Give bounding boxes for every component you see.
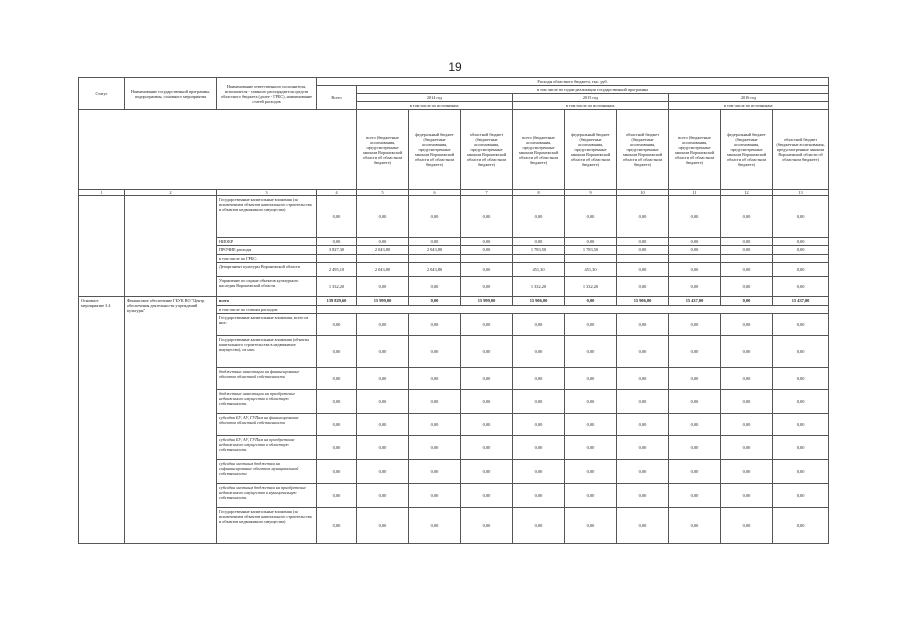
value-cell: 0,00 <box>617 507 669 543</box>
value-cell: 0,00 <box>317 238 357 246</box>
value-cell: 0,00 <box>513 313 565 335</box>
year-2015-header: 2015 год <box>513 94 669 102</box>
value-cell: 451,30 <box>565 262 617 276</box>
value-cell: 0,00 <box>773 413 829 435</box>
row-label: в том числе по ГРБС: <box>217 254 317 262</box>
value-cell: 0,00 <box>409 196 461 238</box>
value-cell: 0,00 <box>617 389 669 413</box>
value-cell <box>773 254 829 262</box>
column-number: 10 <box>617 190 669 196</box>
value-cell <box>409 254 461 262</box>
value-cell: 0,00 <box>669 459 721 483</box>
value-cell: 0,00 <box>409 413 461 435</box>
value-cell: 0,00 <box>461 367 513 389</box>
value-cell: 0,00 <box>669 389 721 413</box>
value-cell: 0,00 <box>617 483 669 507</box>
value-cell: 0,00 <box>617 335 669 367</box>
row-label: ПРОЧИЕ расходы <box>217 246 317 254</box>
value-cell: 0,00 <box>721 196 773 238</box>
year-2014-header: 2014 год <box>357 94 513 102</box>
value-cell: 0,00 <box>721 262 773 276</box>
value-cell: 0,00 <box>773 262 829 276</box>
value-cell: 1 332,20 <box>317 276 357 296</box>
value-cell: 0,00 <box>565 435 617 459</box>
value-cell: 0,00 <box>461 413 513 435</box>
value-cell: 0,00 <box>317 196 357 238</box>
value-cell: 0,00 <box>409 459 461 483</box>
total-value-cell: 0,00 <box>409 296 461 305</box>
value-cell: 0,00 <box>409 483 461 507</box>
total-value-cell: 139 829,60 <box>317 296 357 305</box>
page-number: 19 <box>448 60 462 74</box>
value-cell: 0,00 <box>721 367 773 389</box>
sources-header-2015: в том числе по источникам: <box>513 102 669 110</box>
value-cell: 0,00 <box>409 276 461 296</box>
main-event-name: Финансовое обеспечение ГБУК ВО "Центр обеспечения деятельности учреждений культуры" <box>125 296 217 543</box>
subheader-federal: федеральный бюджет (бюджетные ассигнования, предусмотренные законом Воронежской области об областном бюджете) <box>721 110 773 190</box>
value-cell: 0,00 <box>773 276 829 296</box>
value-cell: 0,00 <box>461 313 513 335</box>
value-cell: 0,00 <box>565 459 617 483</box>
value-cell: 0,00 <box>357 196 409 238</box>
value-cell: 0,00 <box>461 459 513 483</box>
value-cell: 0,00 <box>721 413 773 435</box>
subheader-federal: федеральный бюджет (бюджетные ассигнования, предусмотренные законом Воронежской области об областном бюджете) <box>565 110 617 190</box>
value-cell: 0,00 <box>461 389 513 413</box>
value-cell: 0,00 <box>565 483 617 507</box>
value-cell: 0,00 <box>513 413 565 435</box>
expenses-header: Расходы областного бюджета, тыс. руб. <box>317 78 829 86</box>
value-cell: 0,00 <box>721 435 773 459</box>
value-cell: 0,00 <box>461 238 513 246</box>
row-label: бюджетные инвестиции на финансирование объектов областной собственности <box>217 367 317 389</box>
value-cell: 0,00 <box>669 335 721 367</box>
row-label: Государственные капитальные вложения (за исключением объектов капитального строительства и объектов недвижимого имущества) <box>217 507 317 543</box>
value-cell: 0,00 <box>409 238 461 246</box>
subheader-federal: федеральный бюджет (бюджетные ассигнования, предусмотренные законом Воронежской области об областном бюджете) <box>409 110 461 190</box>
column-number: 8 <box>513 190 565 196</box>
value-cell: 0,00 <box>317 389 357 413</box>
value-cell: 0,00 <box>317 367 357 389</box>
value-cell: 0,00 <box>669 246 721 254</box>
value-cell: 0,00 <box>565 507 617 543</box>
budget-table <box>78 77 829 544</box>
value-cell: 0,00 <box>357 507 409 543</box>
value-cell: 0,00 <box>461 246 513 254</box>
row-label: бюджетные инвестиции на приобретение недвижимого имущества в областную собственность <box>217 389 317 413</box>
value-cell: 0,00 <box>461 335 513 367</box>
value-cell: 0,00 <box>513 335 565 367</box>
value-cell: 0,00 <box>513 367 565 389</box>
value-cell: 0,00 <box>669 276 721 296</box>
value-cell: 0,00 <box>357 367 409 389</box>
value-cell: 0,00 <box>357 335 409 367</box>
value-cell: 0,00 <box>565 335 617 367</box>
value-cell: 2 043,80 <box>409 246 461 254</box>
value-cell: 0,00 <box>317 507 357 543</box>
column-number: 1 <box>79 190 125 196</box>
subheader-regional: областной бюджет (бюджетные ассигнования, предусмотренные законом Воронежской области об областном бюджете) <box>617 110 669 190</box>
value-cell: 0,00 <box>773 435 829 459</box>
value-cell: 0,00 <box>461 262 513 276</box>
value-cell: 2 495,10 <box>317 262 357 276</box>
value-cell: 0,00 <box>617 435 669 459</box>
row-label: субсидии БУ, АУ, ГУПам на приобретение недвижимого имущества в областную собственность <box>217 435 317 459</box>
value-cell: 2 043,80 <box>357 246 409 254</box>
value-cell: 0,00 <box>669 313 721 335</box>
value-cell: 0,00 <box>317 483 357 507</box>
row-label: Управление по охране объектов культурного наследия Воронежской области <box>217 276 317 296</box>
value-cell: 0,00 <box>617 459 669 483</box>
value-cell: 0,00 <box>773 238 829 246</box>
column-number: 2 <box>125 190 217 196</box>
value-cell <box>669 254 721 262</box>
value-cell: 0,00 <box>721 483 773 507</box>
column-number: 11 <box>669 190 721 196</box>
total-header: Всего <box>317 86 357 110</box>
subheader-regional: областной бюджет (бюджетные ассигнования, предусмотренные законом Воронежской области об областном бюджете) <box>773 110 829 190</box>
value-cell: 0,00 <box>773 389 829 413</box>
total-value-cell: 0,00 <box>721 296 773 305</box>
value-cell <box>565 254 617 262</box>
value-cell: 1 783,50 <box>513 246 565 254</box>
value-cell: 0,00 <box>409 313 461 335</box>
subheader-total_budget: всего (бюджетные ассигнования, предусмотренные законом Воронежской области об областном бюджете) <box>357 110 409 190</box>
main-event-status: Основное мероприятие 3.4 <box>79 296 125 543</box>
value-cell: 0,00 <box>669 196 721 238</box>
value-cell: 0,00 <box>773 313 829 335</box>
value-cell: 0,00 <box>513 196 565 238</box>
value-cell <box>617 254 669 262</box>
status-cell <box>79 196 125 297</box>
subheader-total_budget: всего (бюджетные ассигнования, предусмотренные законом Воронежской области об областном бюджете) <box>513 110 565 190</box>
sources-header-2014: в том числе по источникам: <box>357 102 513 110</box>
row-label: Государственные капитальные вложения, всего из них: <box>217 313 317 335</box>
row-label: субсидии местным бюджетам на софинансирование объектов муниципальной собственности <box>217 459 317 483</box>
column-number: 3 <box>217 190 317 196</box>
incl-spacer <box>317 305 829 313</box>
row-label: НИОКР <box>217 238 317 246</box>
value-cell: 0,00 <box>721 246 773 254</box>
value-cell: 0,00 <box>617 262 669 276</box>
value-cell: 0,00 <box>409 389 461 413</box>
value-cell: 451,30 <box>513 262 565 276</box>
value-cell: 0,00 <box>317 413 357 435</box>
value-cell: 0,00 <box>773 507 829 543</box>
value-cell: 0,00 <box>317 313 357 335</box>
value-cell: 0,00 <box>513 238 565 246</box>
value-cell: 0,00 <box>317 459 357 483</box>
by-years-header: в том числе по годам реализации государственной программы <box>357 86 829 94</box>
value-cell: 0,00 <box>773 483 829 507</box>
value-cell: 0,00 <box>773 335 829 367</box>
value-cell: 0,00 <box>721 335 773 367</box>
value-cell: 0,00 <box>409 507 461 543</box>
value-cell: 1 332,20 <box>513 276 565 296</box>
value-cell: 0,00 <box>773 196 829 238</box>
value-cell: 0,00 <box>317 335 357 367</box>
value-cell: 0,00 <box>721 507 773 543</box>
value-cell: 0,00 <box>721 313 773 335</box>
total-value-cell: 15 437,00 <box>773 296 829 305</box>
value-cell: 3 827,30 <box>317 246 357 254</box>
total-value-cell: 15 999,00 <box>461 296 513 305</box>
value-cell: 0,00 <box>409 435 461 459</box>
value-cell: 0,00 <box>721 389 773 413</box>
value-cell: 0,00 <box>409 367 461 389</box>
value-cell: 2 043,80 <box>357 262 409 276</box>
column-number: 7 <box>461 190 513 196</box>
value-cell: 0,00 <box>357 238 409 246</box>
column-number: 9 <box>565 190 617 196</box>
column-number: 5 <box>357 190 409 196</box>
year-2016-header: 2016 год <box>669 94 829 102</box>
value-cell: 0,00 <box>357 413 409 435</box>
value-cell: 0,00 <box>357 389 409 413</box>
total-value-cell: 15 906,00 <box>617 296 669 305</box>
value-cell: 0,00 <box>317 435 357 459</box>
program-name-header: Наименование государственной программы, подпрограммы, основного мероприятия <box>125 78 217 110</box>
value-cell <box>357 254 409 262</box>
total-value-cell: 15 999,00 <box>357 296 409 305</box>
value-cell: 1 332,20 <box>565 276 617 296</box>
value-cell: 0,00 <box>617 367 669 389</box>
total-value-cell: 0,00 <box>565 296 617 305</box>
value-cell: 0,00 <box>461 196 513 238</box>
value-cell: 0,00 <box>565 413 617 435</box>
value-cell: 0,00 <box>461 507 513 543</box>
value-cell: 0,00 <box>565 238 617 246</box>
value-cell: 0,00 <box>461 483 513 507</box>
value-cell: 0,00 <box>617 246 669 254</box>
value-cell: 0,00 <box>669 367 721 389</box>
executor-header: Наименование ответственного исполнителя, исполнителя - главного распорядителя средств областного бюджета (далее - ГРБС), наименование статей расходов <box>217 78 317 110</box>
value-cell: 0,00 <box>669 507 721 543</box>
value-cell: 0,00 <box>773 367 829 389</box>
value-cell: 0,00 <box>357 435 409 459</box>
total-value-cell: 15 437,00 <box>669 296 721 305</box>
subheader-spacer <box>79 110 357 190</box>
value-cell <box>317 254 357 262</box>
row-label: субсидии БУ, АУ, ГУПам на финансирование объектов областной собственности <box>217 413 317 435</box>
program-cell <box>125 196 217 297</box>
value-cell: 0,00 <box>357 483 409 507</box>
value-cell <box>721 254 773 262</box>
value-cell: 0,00 <box>721 276 773 296</box>
value-cell: 0,00 <box>513 435 565 459</box>
column-number: 4 <box>317 190 357 196</box>
sources-header-2016: в том числе по источникам: <box>669 102 829 110</box>
value-cell: 0,00 <box>461 435 513 459</box>
value-cell: 0,00 <box>461 276 513 296</box>
subheader-total_budget: всего (бюджетные ассигнования, предусмотренные законом Воронежской области об областном бюджете) <box>669 110 721 190</box>
row-label: Государственные капитальные вложения (за исключением объектов капитального строительства и объектов недвижимого имущества) <box>217 196 317 238</box>
value-cell: 0,00 <box>565 389 617 413</box>
incl-label: в том числе по статьям расходов: <box>217 305 317 313</box>
value-cell: 0,00 <box>617 196 669 238</box>
value-cell: 0,00 <box>513 459 565 483</box>
value-cell <box>513 254 565 262</box>
value-cell: 0,00 <box>721 238 773 246</box>
value-cell: 0,00 <box>565 367 617 389</box>
column-number: 6 <box>409 190 461 196</box>
value-cell: 0,00 <box>773 459 829 483</box>
value-cell: 0,00 <box>617 313 669 335</box>
value-cell: 0,00 <box>721 459 773 483</box>
value-cell: 0,00 <box>357 313 409 335</box>
value-cell: 0,00 <box>617 413 669 435</box>
value-cell: 0,00 <box>669 435 721 459</box>
value-cell: 0,00 <box>513 389 565 413</box>
row-label: субсидии местным бюджетам на приобретение недвижимого имущества в муниципальную собственность <box>217 483 317 507</box>
value-cell: 0,00 <box>513 507 565 543</box>
value-cell: 1 783,50 <box>565 246 617 254</box>
value-cell: 0,00 <box>669 262 721 276</box>
row-label: Департамент культуры Воронежской области <box>217 262 317 276</box>
value-cell: 0,00 <box>669 413 721 435</box>
value-cell: 2 043,80 <box>409 262 461 276</box>
value-cell: 0,00 <box>513 483 565 507</box>
column-number: 13 <box>773 190 829 196</box>
value-cell: 0,00 <box>565 313 617 335</box>
value-cell: 0,00 <box>565 196 617 238</box>
status-header: Статус <box>79 78 125 110</box>
value-cell: 0,00 <box>773 246 829 254</box>
value-cell: 0,00 <box>357 459 409 483</box>
value-cell <box>461 254 513 262</box>
total-value-cell: 15 906,00 <box>513 296 565 305</box>
total-label: всего <box>217 296 317 305</box>
table-row <box>79 196 829 238</box>
row-label: Государственные капитальные вложения (объекты капитального строительства в недвижимое имущество), из них: <box>217 335 317 367</box>
value-cell: 0,00 <box>669 483 721 507</box>
main-event-total-row <box>79 296 829 305</box>
value-cell: 0,00 <box>409 335 461 367</box>
value-cell: 0,00 <box>669 238 721 246</box>
value-cell: 0,00 <box>617 276 669 296</box>
column-number: 12 <box>721 190 773 196</box>
value-cell: 0,00 <box>617 238 669 246</box>
subheader-regional: областной бюджет (бюджетные ассигнования, предусмотренные законом Воронежской области об областном бюджете) <box>461 110 513 190</box>
value-cell: 0,00 <box>357 276 409 296</box>
